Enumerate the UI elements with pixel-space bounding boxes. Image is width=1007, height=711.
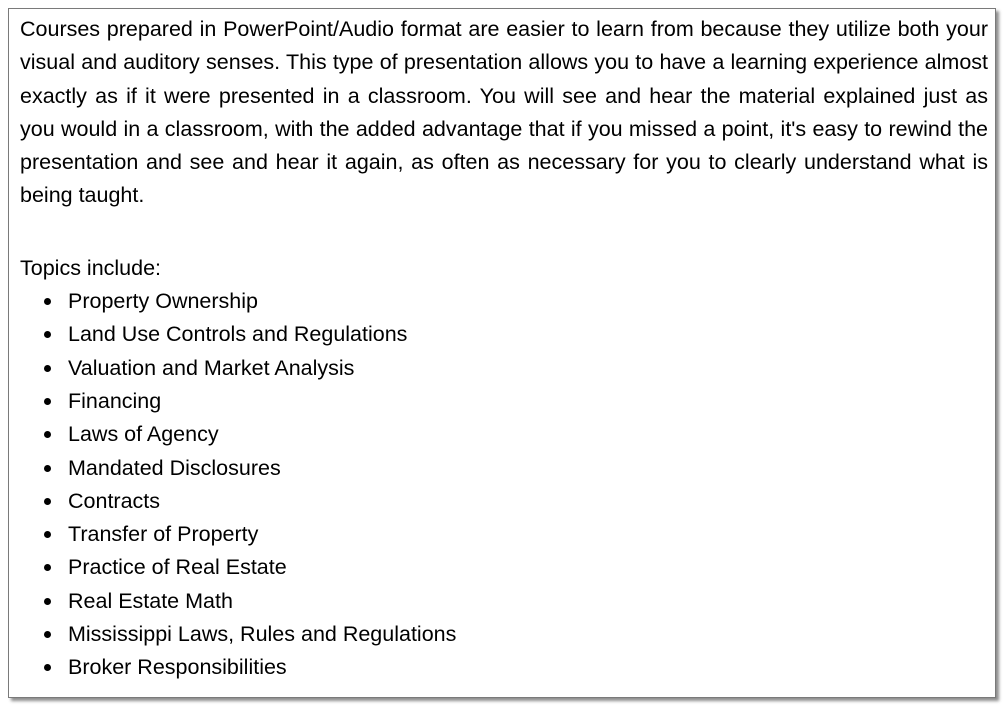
topic-label: Land Use Controls and Regulations [68, 322, 408, 347]
topic-item [20, 585, 988, 618]
topic-item [20, 651, 988, 684]
topic-label: Contracts [68, 488, 161, 513]
paragraph-spacer [20, 213, 988, 252]
bullet-icon [44, 298, 51, 305]
topic-item [20, 485, 988, 518]
topic-item [20, 452, 988, 485]
topics-heading: Topics include: [20, 255, 162, 280]
topic-item [20, 318, 988, 351]
bullet-icon [44, 365, 51, 372]
bullet-icon [44, 598, 51, 605]
bullet-icon [44, 331, 51, 338]
course-description [20, 13, 988, 685]
intro-paragraph: Courses prepared in PowerPoint/Audio format are easier to learn from because they utilize both your visual and auditory senses. This type of presentation allows you to have a learning experience almost exactly as if it were presented in a classroom. You will see and hear the material explained just as you would in a classroom, with the added advantage that if you missed a point, it's easy to rewind the presentation and see and hear it again, as often as necessary for you to clearly understand what is being taught. [20, 17, 988, 208]
bullet-icon [44, 431, 51, 438]
topic-label: Transfer of Property [68, 522, 259, 547]
topic-item [20, 518, 988, 551]
topic-label: Broker Responsibilities [68, 655, 287, 680]
topic-label: Property Ownership [68, 289, 258, 314]
topic-label: Valuation and Market Analysis [68, 355, 355, 380]
topic-label: Practice of Real Estate [68, 555, 287, 580]
bullet-icon [44, 498, 51, 505]
topic-label: Financing [68, 388, 162, 413]
topic-item [20, 418, 988, 451]
topics-list [20, 285, 988, 685]
bullet-icon [44, 465, 51, 472]
topic-label: Mandated Disclosures [68, 455, 281, 480]
bullet-icon [44, 531, 51, 538]
topic-label: Real Estate Math [68, 588, 233, 613]
topic-item [20, 618, 988, 651]
topic-item [20, 551, 988, 584]
topic-item [20, 285, 988, 318]
bullet-icon [44, 564, 51, 571]
bullet-icon [44, 398, 51, 405]
topic-item [20, 352, 988, 385]
topic-label: Laws of Agency [68, 422, 219, 447]
bullet-icon [44, 664, 51, 671]
topic-label: Mississippi Laws, Rules and Regulations [68, 622, 457, 647]
content-frame [8, 8, 996, 698]
bullet-icon [44, 631, 51, 638]
topic-item [20, 385, 988, 418]
